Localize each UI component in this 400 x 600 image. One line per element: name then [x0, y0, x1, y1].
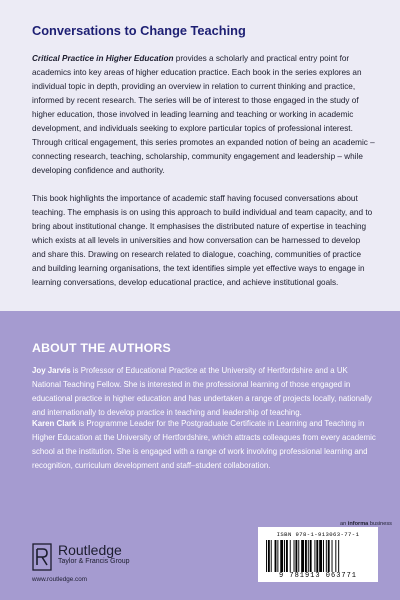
barcode-bar	[301, 540, 304, 572]
authors-heading: ABOUT THE AUTHORS	[32, 341, 171, 355]
author-bio-1	[32, 364, 376, 420]
barcode-bar	[310, 540, 312, 572]
barcode-bar	[298, 540, 299, 572]
publisher-name: Routledge	[58, 542, 122, 558]
barcode-number: 9 781913 063771	[278, 572, 357, 580]
barcode-bar	[323, 540, 324, 572]
barcode-bar	[294, 540, 295, 572]
barcode-bar	[280, 540, 283, 572]
barcode-bar	[277, 540, 278, 572]
book-title: Conversations to Change Teaching	[32, 23, 246, 38]
informa-tagline: an informa business	[340, 521, 392, 527]
barcode-bar	[286, 540, 288, 572]
series-description	[32, 52, 376, 178]
barcode-bar	[308, 540, 309, 572]
publisher-group: Taylor & Francis Group	[58, 558, 130, 565]
barcode-bar	[316, 540, 318, 572]
barcode-bars	[266, 540, 370, 572]
book-description: This book highlights the importance of academic staff having focused conversations about teaching. The emphasis is on using this approach to build individual and team capacity, and to bring about institutional change. It emphasises the distributed nature of expertise in teaching which exists at all levels in universities and how conversation can be harnessed to develop and share this. Drawing on research related to dialogue, coaching, communities of practice and building learning organisations, the text identifies simple yet effective ways to engage in learning conversations, develop educational practice, and achieve institutional goals.	[32, 194, 373, 287]
barcode-bar	[332, 540, 333, 572]
barcode-bar	[266, 540, 267, 572]
author-text-1: is Professor of Educational Practice at the University of Hertfordshire and a UK National Teaching Fellow. She is interested in the professional learning of those engaged in educational practice in higher education and has undertaken a range of projects locally, nationally and internationally to develop practice in teaching and leadership of teaching.	[32, 366, 372, 417]
barcode-bar	[338, 540, 339, 572]
barcode-bar	[295, 540, 297, 572]
barcode-bar	[319, 540, 322, 572]
barcode-bar	[290, 540, 291, 572]
barcode-bar	[326, 540, 327, 572]
author-name-1: Joy Jarvis	[32, 366, 71, 375]
barcode-bar	[305, 540, 307, 572]
barcode	[258, 527, 378, 582]
author-bio-2	[32, 417, 376, 473]
barcode-bar	[275, 540, 277, 572]
publisher-url: www.routledge.com	[32, 576, 87, 583]
barcode-bar	[328, 540, 330, 572]
routledge-logo-icon	[32, 543, 52, 571]
barcode-bar	[268, 540, 270, 572]
author-name-2: Karen Clark	[32, 419, 77, 428]
series-description-text: provides a scholarly and practical entry point for academics into key areas of higher education practice. Each book in the series explores an individual topic in depth, providing an overview in relation to current thinking and practice, informed by recent research. The series will be of interest to those engaged in the study of higher education, those involved in leading learning and teaching or working in academic development, and individuals seeking to explore particular topics of professional interest. Through critical engagement, this series promotes an expanded notion of being an academic – connecting research, teaching, scholarship, community engagement and leadership – while developing confidence and authority.	[32, 54, 375, 175]
author-text-2: is Programme Leader for the Postgraduate Certificate in Learning and Teaching in Higher Education at the University of Hertfordshire, which attracts colleagues from every academic school at the institution. She is engaged with a range of work involving professional learning and recognition, curriculum development and staff–student collaboration.	[32, 419, 376, 470]
informa-brand: informa	[347, 521, 369, 527]
barcode-bar	[314, 540, 315, 572]
barcode-bar	[284, 540, 285, 572]
barcode-bar	[271, 540, 272, 572]
isbn-label: ISBN 978-1-913063-77-1	[276, 531, 360, 538]
barcode-bar	[335, 540, 336, 572]
series-title: Critical Practice in Higher Education	[32, 54, 174, 63]
